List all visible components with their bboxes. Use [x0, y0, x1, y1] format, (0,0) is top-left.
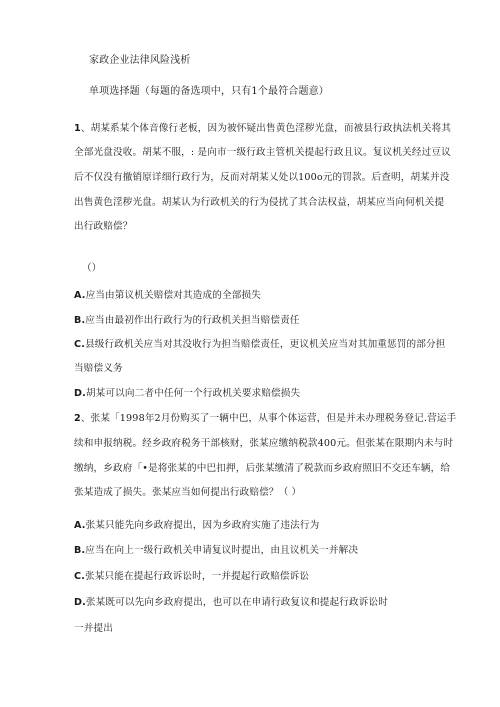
question-2-option-c: C.张某只能在提起行政诉讼时，一并提起行政赔偿诉讼: [74, 571, 310, 582]
document-title: 家政企业法律风险浅析: [89, 55, 191, 66]
question-1-option-d: D.胡某可以向二者中任何一个行政机关要求赔偿损失: [74, 388, 301, 399]
question-1-line-3: 后不仅没有撤销原详细行政行为，反而对胡某乂处以100o元的罚款。后查明，胡某并没: [74, 172, 450, 183]
question-2-number: 2: [74, 413, 81, 424]
question-1-line-1: 1、胡某系某个体音像行老板，因为被怀疑出售黄色淫秽光盘，而被县行政执法机关将其: [74, 123, 452, 134]
question-2-option-d: D.张某既可以先向乡政府提出，也可以在申请行政复议和提起行政诉讼时: [74, 597, 388, 608]
question-2-option-a: A.张某只能先向乡政府提出，因为乡政府实施了违法行为: [74, 520, 320, 531]
question-1-option-b: B.应当由最初作出行政行为的行政机关担当赔偿责任: [74, 315, 300, 326]
question-1-option-c-cont: 当赔偿义务: [74, 363, 123, 374]
question-1-option-a: A.应当由第议机关赔偿对其造成的全部损失: [74, 290, 261, 301]
question-2-line-3: 缴纳，乡政府「•是将张某的中巴扣押，后张某缴清了税款而乡政府照旧不交还车辆，给: [74, 463, 451, 474]
question-2-option-d-cont: 一并提出: [74, 623, 113, 634]
section-heading: 单项选择题（每题的备选项中，只有1个最符合题意）: [89, 86, 329, 97]
question-1-number: 1: [74, 123, 81, 134]
question-1-line-5: 出行政赔偿？: [74, 221, 133, 232]
question-1-option-c: C.县级行政机关应当对其没收行为担当赔偿责任，更议机关应当对其加重惩罚的部分担: [74, 339, 446, 350]
question-2-line-4: 张某造成了损失。张某应当如何提出行政赔偿？（ ）: [74, 487, 302, 498]
question-1-line-2: 全部光盘没收。胡某不服，: 是向市一级行政主管机关提起行政且议。复议机关经过豆议: [74, 147, 451, 158]
question-1-answer-blank: （）: [82, 263, 102, 274]
question-1-line-4: 出售黄色淫秽光盘。胡某认为行政机关的行为侵扰了其合法权益，胡某应当向何机关提: [74, 197, 445, 208]
question-2-option-b: B.应当在向上一级行政机关申请复议时提出，由且议机关一并解决: [74, 545, 359, 556]
question-2-line-1: 2、张某「1998年2月份购买了一辆中巴，从事个体运营，但是并未办理税务登记.营运手: [74, 413, 457, 424]
question-2-line-2: 续和申报纳税。经乡政府税务干部核财，张某应缴纳税款400元。但张某在限期内未与时: [74, 438, 454, 449]
